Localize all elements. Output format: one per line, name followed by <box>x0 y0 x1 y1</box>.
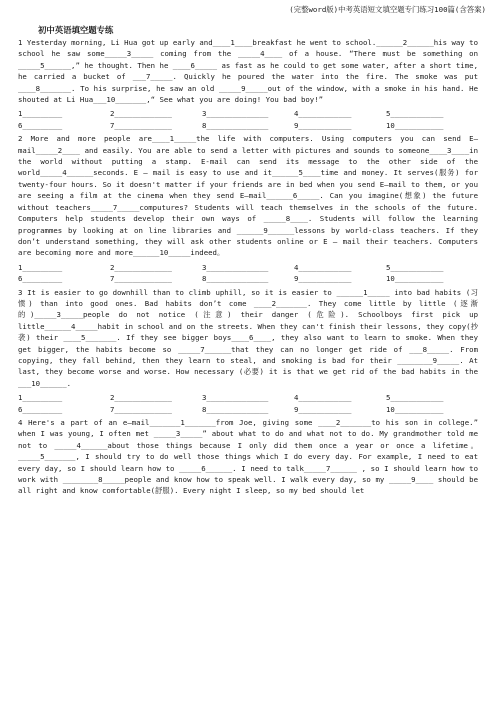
answer-blank: 10___________ <box>386 404 444 414</box>
answer-blank: 5____________ <box>386 262 444 272</box>
passage-3-text: 3 It is easier to go downhill than to climb uphill, so it is easier to ______1_____ into bad habits (习惯) than into good ones. Bad habits don’t come ____2_______. They come little by little (逐渐的)_____3_____people do not notice (注意) their danger (危险). Schoolboys first pick up little______4_____habit in school and on the streets. When they can't finish their lessons, they copy(抄袭) their ____5_______. If they see bigger boys____6____, they also want to learn to smoke. When they get bigger, the habits become so _____7______that they can no longer get ride of ___8_____. From copying, they fall behind, then they learn to steal, and smoking is bad for their ________9_____. At last, they become worse and worse. How necessary (必要) it is that we get rid of the bad habits in the ___10______. <box>18 287 478 388</box>
answer-blank: 3______________ <box>202 393 269 403</box>
answer-blank: 10___________ <box>386 274 444 284</box>
answer-blank: 6_________ <box>18 404 63 414</box>
passage-2-text: 2 More and more people are____1_____the life with computers. Using computers you can send E—mail_____2____ and easily. You are able to send a letter with pictures and sounds to someone____3____in the world without putting a stamp. E-mail can send its message to the other side of the world_____4______seconds. E — mail is easy to use and it______5____time and money. It serves(服务) for twenty-four hours. So it doesn't matter if your friends are in bed when you send E—mail to them, or you are seeing a film at the cinema when they send E—mail______6_____. Can you imagine(想象) the future without teachers_____7_____computures? Students will teach themselves in the schools of the future. Computers help students develop their own ways of _____8____. Students will follow the learning programmes by looking at on line libraries and ______9______lessons by world-class teachers. If they don’t understand something, they will ask other students online or E — mail their teachers. Computers are becoming more and more______10_____indeed。 <box>18 134 478 258</box>
answer-blank: 9____________ <box>294 274 352 284</box>
answer-blank: 3______________ <box>202 109 269 119</box>
answer-blank: 1_________ <box>18 262 63 272</box>
answer-blank: 6_________ <box>18 274 63 284</box>
answer-blank: 2_____________ <box>110 109 172 119</box>
answer-blank: 8______________ <box>202 120 269 130</box>
answer-blank: 7_____________ <box>110 274 172 284</box>
answer-blank: 4____________ <box>294 262 352 272</box>
answer-blank: 5____________ <box>386 109 444 119</box>
passage-4-text: 4 Here's a part of an e—mail_______1_______from Joe, giving some ____2_______to his son in college.” when I was young, I often met _____3_____” about what to do and what not to do. My grandmother told me not to _____4______about those things because I only did them once a year or once a lifetime。 _____5_______, I should try to do well those things which I do every day. For example, I need to eat every day, so I should learn how to _____6______. I need to talk_____7______ , so I should learn how to work with ________8_____people and know how to speak well. I walk every day, so my _____9____ should be all right and know comfortable(舒服). Every night I sleep, so my bed should let <box>18 418 478 496</box>
passage-2-answers <box>18 262 478 285</box>
answer-blank: 8______________ <box>202 404 269 414</box>
answer-blank: 1_________ <box>18 393 63 403</box>
answer-blank: 9____________ <box>294 120 352 130</box>
answer-blank: 4____________ <box>294 109 352 119</box>
answer-blank: 2_____________ <box>110 393 172 403</box>
answer-blank: 7_____________ <box>110 404 172 414</box>
answer-blank: 1_________ <box>18 109 63 119</box>
page-header: (完整word版)中考英语短文填空题专门练习100篇(含答案) <box>289 5 486 14</box>
page-title: 初中英语填空题专练 <box>38 25 114 35</box>
answer-blank: 6_________ <box>18 120 63 130</box>
passage-3-answers <box>18 392 478 415</box>
answer-blank: 8______________ <box>202 274 269 284</box>
answer-blank: 5____________ <box>386 393 444 403</box>
answer-blank: 7_____________ <box>110 120 172 130</box>
answer-blank: 2_____________ <box>110 262 172 272</box>
passage-1-answers <box>18 108 478 131</box>
answer-blank: 10___________ <box>386 120 444 130</box>
answer-blank: 4____________ <box>294 393 352 403</box>
answer-blank: 3______________ <box>202 262 269 272</box>
passage-1-text: 1 Yesterday morning, Li Hua got up early and____1____breakfast he went to school.______2______his way to school he saw some_____3_____ coming from the _____4____ of a house. “There must be something on _____5______,” he thought. Then he ____6_____ as fast as he could to get some water, after a short time, he carried a bucket of ___7_____. Quickly he poured the water into the fire. The smoke was put ____8_______. To his surprise, he saw an old _____9_____out of the window, with a smoke in his hand. He shouted at Li Hua___10_______,“ See what you are doing! You bad boy!” <box>18 38 478 105</box>
answer-blank: 9____________ <box>294 404 352 414</box>
